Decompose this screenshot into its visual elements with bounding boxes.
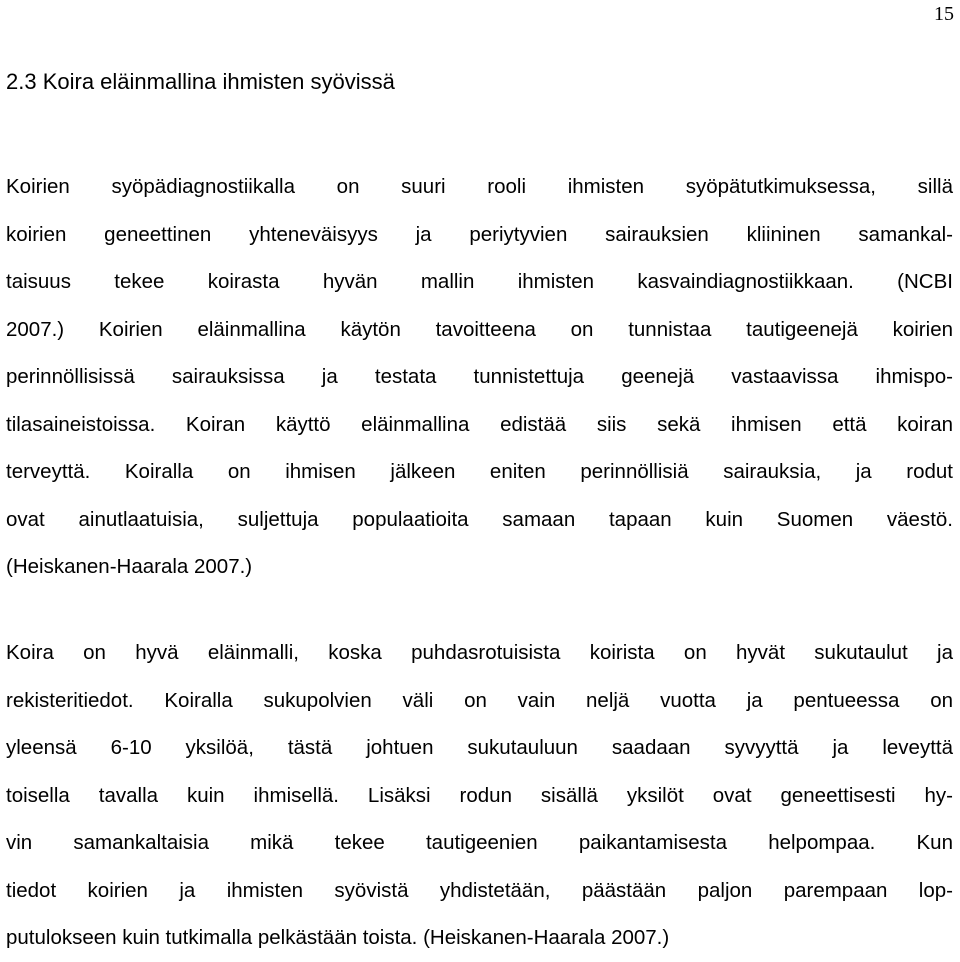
paragraph-line: tilasaineistoissa. Koiran käyttö eläinmallina edistää siis sekä ihmisen että koiran xyxy=(6,412,953,436)
page-number: 15 xyxy=(934,3,954,25)
paragraph-dog-cancer-diagnostics xyxy=(6,163,953,591)
section-heading: 2.3 Koira eläinmallina ihmisten syövissä xyxy=(6,69,395,94)
paragraph-line: taisuus tekee koirasta hyvän mallin ihmisten kasvaindiagnostiikkaan. (NCBI xyxy=(6,270,953,293)
paragraph-line: Koirien syöpädiagnostiikalla on suuri rooli ihmisten syöpätutkimuksessa, sillä xyxy=(6,175,953,198)
paragraph-line: tiedot koirien ja ihmisten syövistä yhdistetään, päästään paljon parempaan lop- xyxy=(6,878,953,902)
paragraph-dog-animal-model xyxy=(6,629,953,962)
paragraph-line: (Heiskanen-Haarala 2007.) xyxy=(6,555,253,578)
paragraph-line: 2007.) Koirien eläinmallina käytön tavoitteena on tunnistaa tautigeenejä koirien xyxy=(6,317,953,341)
paragraph-line: terveyttä. Koiralla on ihmisen jälkeen eniten perinnöllisiä sairauksia, ja rodut xyxy=(6,460,953,483)
paragraph-line: ovat ainutlaatuisia, suljettuja populaatioita samaan tapaan kuin Suomen väestö. xyxy=(6,507,953,531)
paragraph-line: perinnöllisissä sairauksissa ja testata tunnistettuja geenejä vastaavissa ihmispo- xyxy=(6,365,953,388)
paragraph-line: toisella tavalla kuin ihmisellä. Lisäksi rodun sisällä yksilöt ovat geneettisesti hy- xyxy=(6,783,953,807)
paragraph-line: Koira on hyvä eläinmalli, koska puhdasrotuisista koirista on hyvät sukutaulut ja xyxy=(6,641,953,664)
paragraph-line: koirien geneettinen yhteneväisyys ja periytyvien sairauksien kliininen samankal- xyxy=(6,222,953,246)
paragraph-line: vin samankaltaisia mikä tekee tautigeenien paikantamisesta helpompaa. Kun xyxy=(6,831,953,854)
paragraph-line: putulokseen kuin tutkimalla pelkästään toista. (Heiskanen-Haarala 2007.) xyxy=(6,926,670,949)
paragraph-line: yleensä 6-10 yksilöä, tästä johtuen sukutauluun saadaan syvyyttä ja leveyttä xyxy=(6,736,953,759)
paragraph-line: rekisteritiedot. Koiralla sukupolvien väli on vain neljä vuotta ja pentueessa on xyxy=(6,688,953,712)
